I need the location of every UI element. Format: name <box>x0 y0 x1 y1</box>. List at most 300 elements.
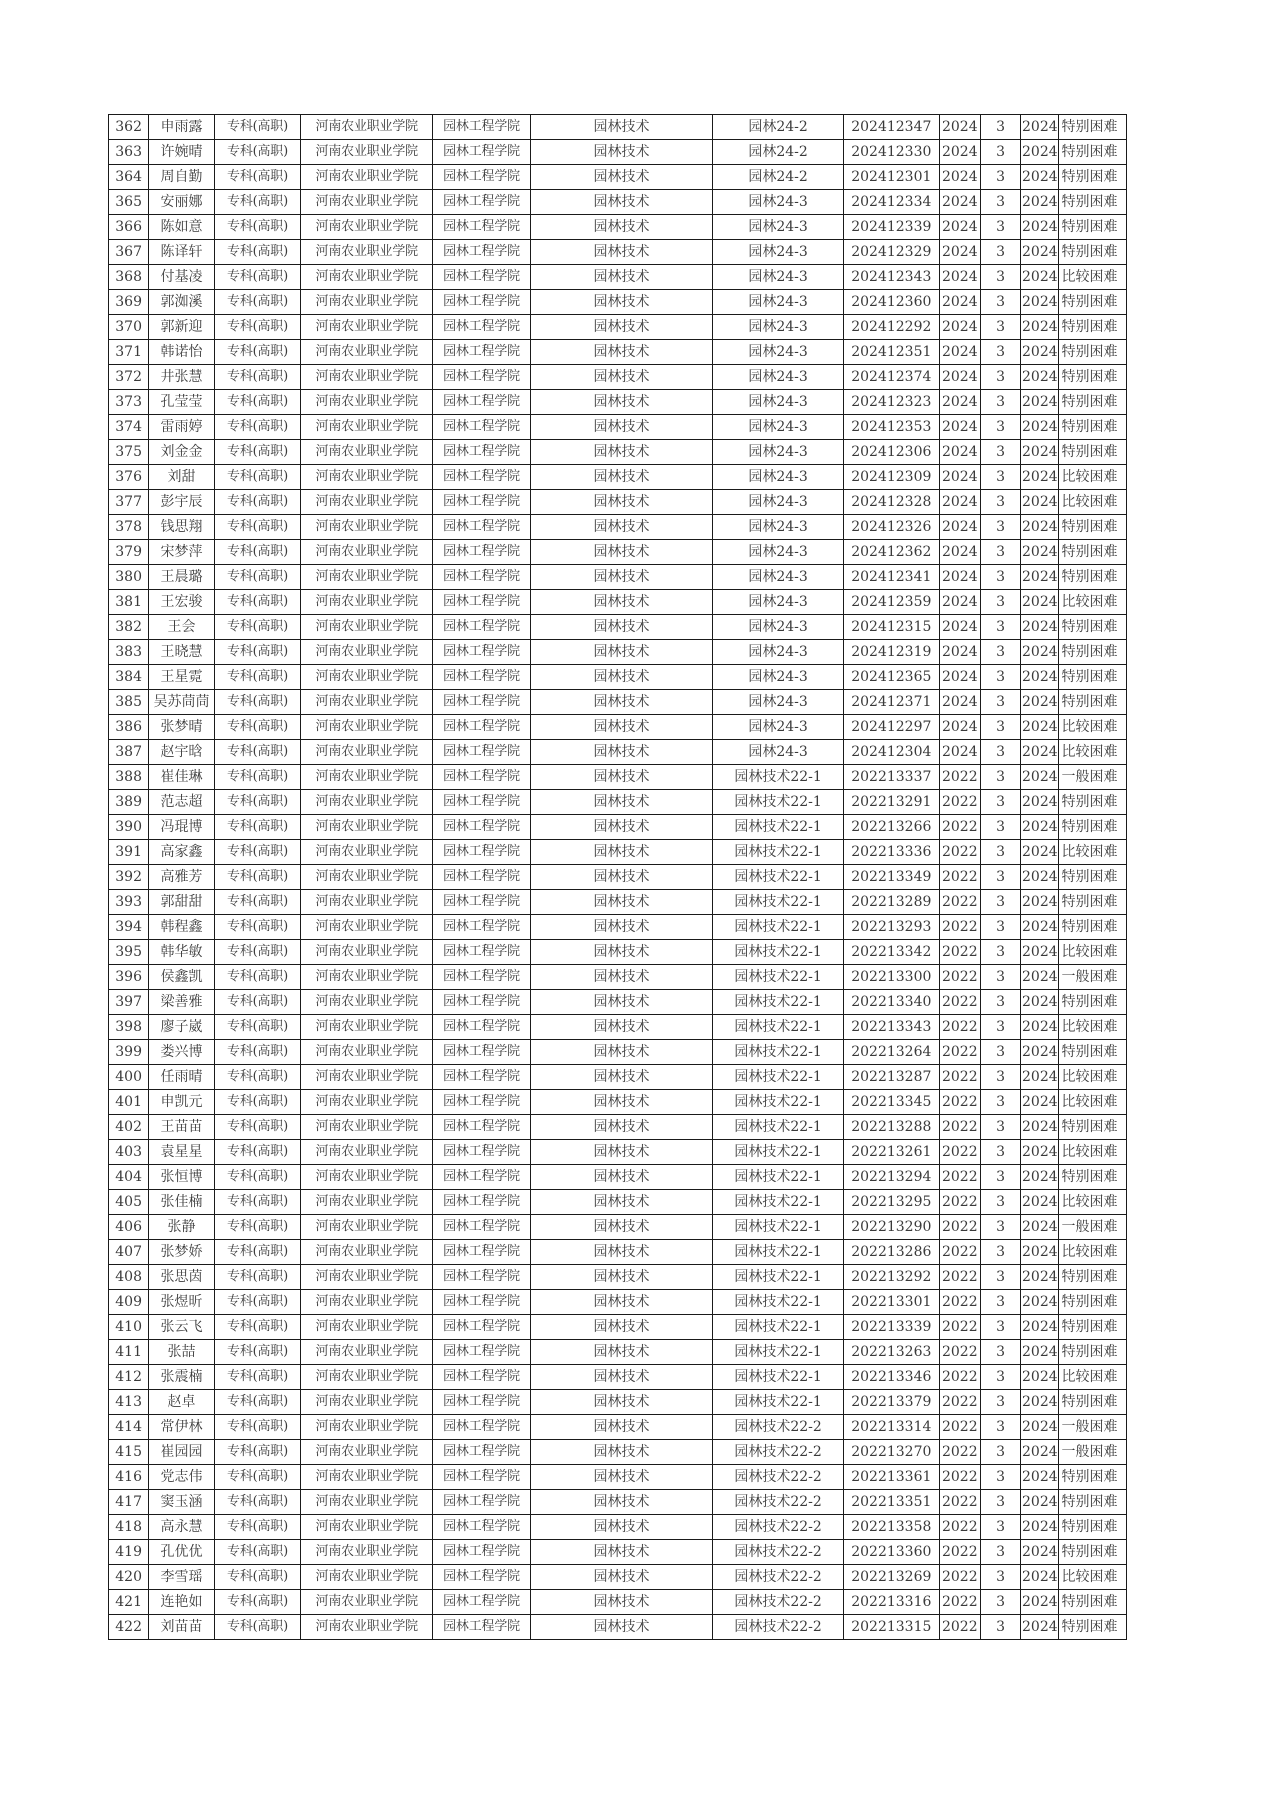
program-length-cell: 3 <box>980 1090 1020 1115</box>
assessment-year-cell: 2024 <box>1021 140 1059 165</box>
student-name-cell: 雷雨婷 <box>149 415 214 440</box>
enrollment-year-cell: 2022 <box>939 990 980 1015</box>
enrollment-year-cell: 2022 <box>939 1390 980 1415</box>
enrollment-year-cell: 2022 <box>939 1115 980 1140</box>
row-number-cell: 390 <box>109 815 149 840</box>
table-row <box>109 1165 1127 1190</box>
student-id-cell: 202412329 <box>844 240 940 265</box>
class-cell: 园林技术22-1 <box>713 1065 844 1090</box>
college-cell: 园林工程学院 <box>433 1265 531 1290</box>
table-row <box>109 165 1127 190</box>
college-cell: 园林工程学院 <box>433 165 531 190</box>
student-name-cell: 党志伟 <box>149 1465 214 1490</box>
enrollment-year-cell: 2022 <box>939 1090 980 1115</box>
class-cell: 园林24-3 <box>713 290 844 315</box>
major-cell: 园林技术 <box>530 1065 712 1090</box>
student-id-cell: 202213336 <box>844 840 940 865</box>
student-name-cell: 郭洳溪 <box>149 290 214 315</box>
assessment-year-cell: 2024 <box>1021 515 1059 540</box>
difficulty-level-cell: 比较困难 <box>1059 590 1127 615</box>
student-name-cell: 付基凌 <box>149 265 214 290</box>
student-name-cell: 陈如意 <box>149 215 214 240</box>
enrollment-year-cell: 2022 <box>939 865 980 890</box>
program-length-cell: 3 <box>980 1140 1020 1165</box>
college-cell: 园林工程学院 <box>433 865 531 890</box>
school-cell: 河南农业职业学院 <box>301 165 433 190</box>
school-cell: 河南农业职业学院 <box>301 890 433 915</box>
school-cell: 河南农业职业学院 <box>301 1190 433 1215</box>
class-cell: 园林技术22-1 <box>713 815 844 840</box>
assessment-year-cell: 2024 <box>1021 1190 1059 1215</box>
difficulty-level-cell: 比较困难 <box>1059 1565 1127 1590</box>
class-cell: 园林技术22-2 <box>713 1515 844 1540</box>
class-cell: 园林技术22-2 <box>713 1415 844 1440</box>
college-cell: 园林工程学院 <box>433 640 531 665</box>
assessment-year-cell: 2024 <box>1021 215 1059 240</box>
major-cell: 园林技术 <box>530 490 712 515</box>
row-number-cell: 415 <box>109 1440 149 1465</box>
school-cell: 河南农业职业学院 <box>301 590 433 615</box>
college-cell: 园林工程学院 <box>433 1415 531 1440</box>
assessment-year-cell: 2024 <box>1021 1465 1059 1490</box>
class-cell: 园林技术22-1 <box>713 890 844 915</box>
row-number-cell: 407 <box>109 1240 149 1265</box>
class-cell: 园林技术22-1 <box>713 840 844 865</box>
school-cell: 河南农业职业学院 <box>301 515 433 540</box>
enrollment-year-cell: 2022 <box>939 1315 980 1340</box>
enrollment-year-cell: 2022 <box>939 815 980 840</box>
education-level-cell: 专科(高职) <box>214 1065 301 1090</box>
program-length-cell: 3 <box>980 565 1020 590</box>
table-row <box>109 540 1127 565</box>
class-cell: 园林技术22-1 <box>713 1315 844 1340</box>
assessment-year-cell: 2024 <box>1021 840 1059 865</box>
education-level-cell: 专科(高职) <box>214 340 301 365</box>
program-length-cell: 3 <box>980 1415 1020 1440</box>
program-length-cell: 3 <box>980 490 1020 515</box>
table-row <box>109 115 1127 140</box>
row-number-cell: 368 <box>109 265 149 290</box>
college-cell: 园林工程学院 <box>433 715 531 740</box>
row-number-cell: 366 <box>109 215 149 240</box>
enrollment-year-cell: 2022 <box>939 1515 980 1540</box>
student-id-cell: 202213316 <box>844 1590 940 1615</box>
program-length-cell: 3 <box>980 1390 1020 1415</box>
enrollment-year-cell: 2022 <box>939 890 980 915</box>
student-name-cell: 范志超 <box>149 790 214 815</box>
school-cell: 河南农业职业学院 <box>301 1140 433 1165</box>
student-name-cell: 安丽娜 <box>149 190 214 215</box>
table-row <box>109 490 1127 515</box>
difficulty-level-cell: 比较困难 <box>1059 1240 1127 1265</box>
assessment-year-cell: 2024 <box>1021 465 1059 490</box>
college-cell: 园林工程学院 <box>433 365 531 390</box>
row-number-cell: 410 <box>109 1315 149 1340</box>
college-cell: 园林工程学院 <box>433 1515 531 1540</box>
assessment-year-cell: 2024 <box>1021 540 1059 565</box>
row-number-cell: 370 <box>109 315 149 340</box>
education-level-cell: 专科(高职) <box>214 190 301 215</box>
college-cell: 园林工程学院 <box>433 390 531 415</box>
college-cell: 园林工程学院 <box>433 1090 531 1115</box>
enrollment-year-cell: 2024 <box>939 665 980 690</box>
college-cell: 园林工程学院 <box>433 140 531 165</box>
college-cell: 园林工程学院 <box>433 915 531 940</box>
difficulty-level-cell: 特别困难 <box>1059 1290 1127 1315</box>
education-level-cell: 专科(高职) <box>214 1215 301 1240</box>
student-id-cell: 202412330 <box>844 140 940 165</box>
school-cell: 河南农业职业学院 <box>301 1590 433 1615</box>
row-number-cell: 367 <box>109 240 149 265</box>
assessment-year-cell: 2024 <box>1021 1340 1059 1365</box>
student-id-cell: 202412339 <box>844 215 940 240</box>
college-cell: 园林工程学院 <box>433 440 531 465</box>
education-level-cell: 专科(高职) <box>214 590 301 615</box>
major-cell: 园林技术 <box>530 1315 712 1340</box>
education-level-cell: 专科(高职) <box>214 1490 301 1515</box>
difficulty-level-cell: 特别困难 <box>1059 365 1127 390</box>
major-cell: 园林技术 <box>530 1565 712 1590</box>
student-id-cell: 202213343 <box>844 1015 940 1040</box>
program-length-cell: 3 <box>980 1065 1020 1090</box>
college-cell: 园林工程学院 <box>433 1615 531 1640</box>
enrollment-year-cell: 2022 <box>939 1165 980 1190</box>
enrollment-year-cell: 2022 <box>939 1365 980 1390</box>
school-cell: 河南农业职业学院 <box>301 865 433 890</box>
education-level-cell: 专科(高职) <box>214 715 301 740</box>
row-number-cell: 408 <box>109 1265 149 1290</box>
difficulty-level-cell: 比较困难 <box>1059 940 1127 965</box>
program-length-cell: 3 <box>980 915 1020 940</box>
student-id-cell: 202213293 <box>844 915 940 940</box>
program-length-cell: 3 <box>980 615 1020 640</box>
assessment-year-cell: 2024 <box>1021 1365 1059 1390</box>
major-cell: 园林技术 <box>530 440 712 465</box>
college-cell: 园林工程学院 <box>433 540 531 565</box>
school-cell: 河南农业职业学院 <box>301 1390 433 1415</box>
major-cell: 园林技术 <box>530 1440 712 1465</box>
student-name-cell: 王会 <box>149 615 214 640</box>
assessment-year-cell: 2024 <box>1021 190 1059 215</box>
row-number-cell: 365 <box>109 190 149 215</box>
education-level-cell: 专科(高职) <box>214 115 301 140</box>
student-name-cell: 韩诺怡 <box>149 340 214 365</box>
row-number-cell: 387 <box>109 740 149 765</box>
college-cell: 园林工程学院 <box>433 1590 531 1615</box>
student-name-cell: 韩华敏 <box>149 940 214 965</box>
education-level-cell: 专科(高职) <box>214 665 301 690</box>
assessment-year-cell: 2024 <box>1021 1590 1059 1615</box>
class-cell: 园林技术22-1 <box>713 915 844 940</box>
difficulty-level-cell: 特别困难 <box>1059 1490 1127 1515</box>
difficulty-level-cell: 比较困难 <box>1059 265 1127 290</box>
school-cell: 河南农业职业学院 <box>301 1115 433 1140</box>
college-cell: 园林工程学院 <box>433 815 531 840</box>
program-length-cell: 3 <box>980 290 1020 315</box>
major-cell: 园林技术 <box>530 1340 712 1365</box>
program-length-cell: 3 <box>980 365 1020 390</box>
table-row <box>109 365 1127 390</box>
student-id-cell: 202213361 <box>844 1465 940 1490</box>
student-name-cell: 彭宇辰 <box>149 490 214 515</box>
table-row <box>109 190 1127 215</box>
education-level-cell: 专科(高职) <box>214 690 301 715</box>
assessment-year-cell: 2024 <box>1021 340 1059 365</box>
college-cell: 园林工程学院 <box>433 240 531 265</box>
education-level-cell: 专科(高职) <box>214 1015 301 1040</box>
class-cell: 园林技术22-1 <box>713 1040 844 1065</box>
school-cell: 河南农业职业学院 <box>301 1365 433 1390</box>
table-row <box>109 1115 1127 1140</box>
program-length-cell: 3 <box>980 1565 1020 1590</box>
enrollment-year-cell: 2024 <box>939 565 980 590</box>
row-number-cell: 401 <box>109 1090 149 1115</box>
education-level-cell: 专科(高职) <box>214 890 301 915</box>
program-length-cell: 3 <box>980 715 1020 740</box>
class-cell: 园林技术22-1 <box>713 790 844 815</box>
difficulty-level-cell: 比较困难 <box>1059 465 1127 490</box>
program-length-cell: 3 <box>980 315 1020 340</box>
assessment-year-cell: 2024 <box>1021 1040 1059 1065</box>
row-number-cell: 381 <box>109 590 149 615</box>
education-level-cell: 专科(高职) <box>214 1165 301 1190</box>
row-number-cell: 419 <box>109 1540 149 1565</box>
table-body <box>109 115 1127 1640</box>
difficulty-level-cell: 特别困难 <box>1059 1515 1127 1540</box>
enrollment-year-cell: 2024 <box>939 490 980 515</box>
enrollment-year-cell: 2022 <box>939 1590 980 1615</box>
major-cell: 园林技术 <box>530 1540 712 1565</box>
major-cell: 园林技术 <box>530 965 712 990</box>
program-length-cell: 3 <box>980 465 1020 490</box>
school-cell: 河南农业职业学院 <box>301 1240 433 1265</box>
difficulty-level-cell: 特别困难 <box>1059 290 1127 315</box>
student-name-cell: 张喆 <box>149 1340 214 1365</box>
difficulty-level-cell: 一般困难 <box>1059 1440 1127 1465</box>
difficulty-level-cell: 比较困难 <box>1059 740 1127 765</box>
row-number-cell: 412 <box>109 1365 149 1390</box>
student-id-cell: 202412343 <box>844 265 940 290</box>
student-name-cell: 王宏骏 <box>149 590 214 615</box>
major-cell: 园林技术 <box>530 890 712 915</box>
major-cell: 园林技术 <box>530 590 712 615</box>
education-level-cell: 专科(高职) <box>214 915 301 940</box>
school-cell: 河南农业职业学院 <box>301 1490 433 1515</box>
class-cell: 园林24-3 <box>713 190 844 215</box>
class-cell: 园林24-3 <box>713 740 844 765</box>
difficulty-level-cell: 一般困难 <box>1059 1415 1127 1440</box>
student-id-cell: 202412304 <box>844 740 940 765</box>
school-cell: 河南农业职业学院 <box>301 1290 433 1315</box>
assessment-year-cell: 2024 <box>1021 1015 1059 1040</box>
row-number-cell: 400 <box>109 1065 149 1090</box>
school-cell: 河南农业职业学院 <box>301 815 433 840</box>
student-id-cell: 202412359 <box>844 590 940 615</box>
difficulty-level-cell: 特别困难 <box>1059 515 1127 540</box>
school-cell: 河南农业职业学院 <box>301 1340 433 1365</box>
education-level-cell: 专科(高职) <box>214 940 301 965</box>
major-cell: 园林技术 <box>530 390 712 415</box>
major-cell: 园林技术 <box>530 1190 712 1215</box>
enrollment-year-cell: 2022 <box>939 1540 980 1565</box>
student-name-cell: 王晓慧 <box>149 640 214 665</box>
program-length-cell: 3 <box>980 1265 1020 1290</box>
enrollment-year-cell: 2024 <box>939 740 980 765</box>
difficulty-level-cell: 一般困难 <box>1059 1215 1127 1240</box>
difficulty-level-cell: 比较困难 <box>1059 1190 1127 1215</box>
assessment-year-cell: 2024 <box>1021 1440 1059 1465</box>
major-cell: 园林技术 <box>530 315 712 340</box>
student-name-cell: 张震楠 <box>149 1365 214 1390</box>
student-id-cell: 202213264 <box>844 1040 940 1065</box>
class-cell: 园林24-3 <box>713 215 844 240</box>
student-id-cell: 202412362 <box>844 540 940 565</box>
college-cell: 园林工程学院 <box>433 740 531 765</box>
student-id-cell: 202213261 <box>844 1140 940 1165</box>
table-row <box>109 1340 1127 1365</box>
class-cell: 园林24-3 <box>713 565 844 590</box>
difficulty-level-cell: 特别困难 <box>1059 790 1127 815</box>
table-row <box>109 790 1127 815</box>
student-name-cell: 张煜昕 <box>149 1290 214 1315</box>
difficulty-level-cell: 特别困难 <box>1059 815 1127 840</box>
table-row <box>109 815 1127 840</box>
row-number-cell: 392 <box>109 865 149 890</box>
class-cell: 园林技术22-2 <box>713 1465 844 1490</box>
enrollment-year-cell: 2024 <box>939 590 980 615</box>
major-cell: 园林技术 <box>530 790 712 815</box>
assessment-year-cell: 2024 <box>1021 615 1059 640</box>
row-number-cell: 386 <box>109 715 149 740</box>
program-length-cell: 3 <box>980 840 1020 865</box>
college-cell: 园林工程学院 <box>433 465 531 490</box>
school-cell: 河南农业职业学院 <box>301 1515 433 1540</box>
class-cell: 园林技术22-2 <box>713 1590 844 1615</box>
college-cell: 园林工程学院 <box>433 1365 531 1390</box>
student-name-cell: 窦玉涵 <box>149 1490 214 1515</box>
table-row <box>109 915 1127 940</box>
difficulty-level-cell: 特别困难 <box>1059 1590 1127 1615</box>
major-cell: 园林技术 <box>530 840 712 865</box>
major-cell: 园林技术 <box>530 1590 712 1615</box>
student-name-cell: 宋梦萍 <box>149 540 214 565</box>
difficulty-level-cell: 比较困难 <box>1059 1065 1127 1090</box>
difficulty-level-cell: 特别困难 <box>1059 1040 1127 1065</box>
education-level-cell: 专科(高职) <box>214 1240 301 1265</box>
row-number-cell: 384 <box>109 665 149 690</box>
program-length-cell: 3 <box>980 265 1020 290</box>
student-id-cell: 202213360 <box>844 1540 940 1565</box>
assessment-year-cell: 2024 <box>1021 865 1059 890</box>
student-id-cell: 202213315 <box>844 1615 940 1640</box>
difficulty-level-cell: 特别困难 <box>1059 990 1127 1015</box>
class-cell: 园林24-3 <box>713 365 844 390</box>
student-id-cell: 202213288 <box>844 1115 940 1140</box>
assessment-year-cell: 2024 <box>1021 415 1059 440</box>
program-length-cell: 3 <box>980 1490 1020 1515</box>
difficulty-level-cell: 比较困难 <box>1059 715 1127 740</box>
program-length-cell: 3 <box>980 215 1020 240</box>
college-cell: 园林工程学院 <box>433 1465 531 1490</box>
assessment-year-cell: 2024 <box>1021 1490 1059 1515</box>
program-length-cell: 3 <box>980 1015 1020 1040</box>
assessment-year-cell: 2024 <box>1021 940 1059 965</box>
student-name-cell: 张梦晴 <box>149 715 214 740</box>
assessment-year-cell: 2024 <box>1021 790 1059 815</box>
assessment-year-cell: 2024 <box>1021 890 1059 915</box>
education-level-cell: 专科(高职) <box>214 265 301 290</box>
row-number-cell: 416 <box>109 1465 149 1490</box>
school-cell: 河南农业职业学院 <box>301 365 433 390</box>
student-id-cell: 202412297 <box>844 715 940 740</box>
education-level-cell: 专科(高职) <box>214 1340 301 1365</box>
student-name-cell: 钱思翔 <box>149 515 214 540</box>
assessment-year-cell: 2024 <box>1021 1615 1059 1640</box>
row-number-cell: 375 <box>109 440 149 465</box>
program-length-cell: 3 <box>980 240 1020 265</box>
difficulty-level-cell: 特别困难 <box>1059 1465 1127 1490</box>
student-id-cell: 202412365 <box>844 665 940 690</box>
assessment-year-cell: 2024 <box>1021 715 1059 740</box>
assessment-year-cell: 2024 <box>1021 1065 1059 1090</box>
table-row <box>109 740 1127 765</box>
row-number-cell: 393 <box>109 890 149 915</box>
student-id-cell: 202213263 <box>844 1340 940 1365</box>
table-row <box>109 1040 1127 1065</box>
college-cell: 园林工程学院 <box>433 840 531 865</box>
assessment-year-cell: 2024 <box>1021 165 1059 190</box>
student-id-cell: 202412309 <box>844 465 940 490</box>
difficulty-level-cell: 特别困难 <box>1059 1115 1127 1140</box>
student-name-cell: 孔优优 <box>149 1540 214 1565</box>
education-level-cell: 专科(高职) <box>214 1265 301 1290</box>
table-row <box>109 290 1127 315</box>
student-name-cell: 刘苗苗 <box>149 1615 214 1640</box>
education-level-cell: 专科(高职) <box>214 415 301 440</box>
table-row <box>109 1065 1127 1090</box>
row-number-cell: 385 <box>109 690 149 715</box>
education-level-cell: 专科(高职) <box>214 1290 301 1315</box>
table-row <box>109 240 1127 265</box>
education-level-cell: 专科(高职) <box>214 615 301 640</box>
enrollment-year-cell: 2024 <box>939 465 980 490</box>
major-cell: 园林技术 <box>530 215 712 240</box>
student-id-cell: 202412326 <box>844 515 940 540</box>
education-level-cell: 专科(高职) <box>214 990 301 1015</box>
class-cell: 园林24-3 <box>713 440 844 465</box>
table-row <box>109 990 1127 1015</box>
college-cell: 园林工程学院 <box>433 1290 531 1315</box>
enrollment-year-cell: 2024 <box>939 190 980 215</box>
student-name-cell: 王苗苗 <box>149 1115 214 1140</box>
student-name-cell: 周自勤 <box>149 165 214 190</box>
education-level-cell: 专科(高职) <box>214 865 301 890</box>
school-cell: 河南农业职业学院 <box>301 615 433 640</box>
difficulty-level-cell: 特别困难 <box>1059 1540 1127 1565</box>
table-row <box>109 265 1127 290</box>
school-cell: 河南农业职业学院 <box>301 115 433 140</box>
table-row <box>109 965 1127 990</box>
row-number-cell: 378 <box>109 515 149 540</box>
education-level-cell: 专科(高职) <box>214 165 301 190</box>
student-name-cell: 申凯元 <box>149 1090 214 1115</box>
enrollment-year-cell: 2024 <box>939 415 980 440</box>
major-cell: 园林技术 <box>530 565 712 590</box>
assessment-year-cell: 2024 <box>1021 1415 1059 1440</box>
student-id-cell: 202412374 <box>844 365 940 390</box>
table-row <box>109 1465 1127 1490</box>
education-level-cell: 专科(高职) <box>214 1040 301 1065</box>
